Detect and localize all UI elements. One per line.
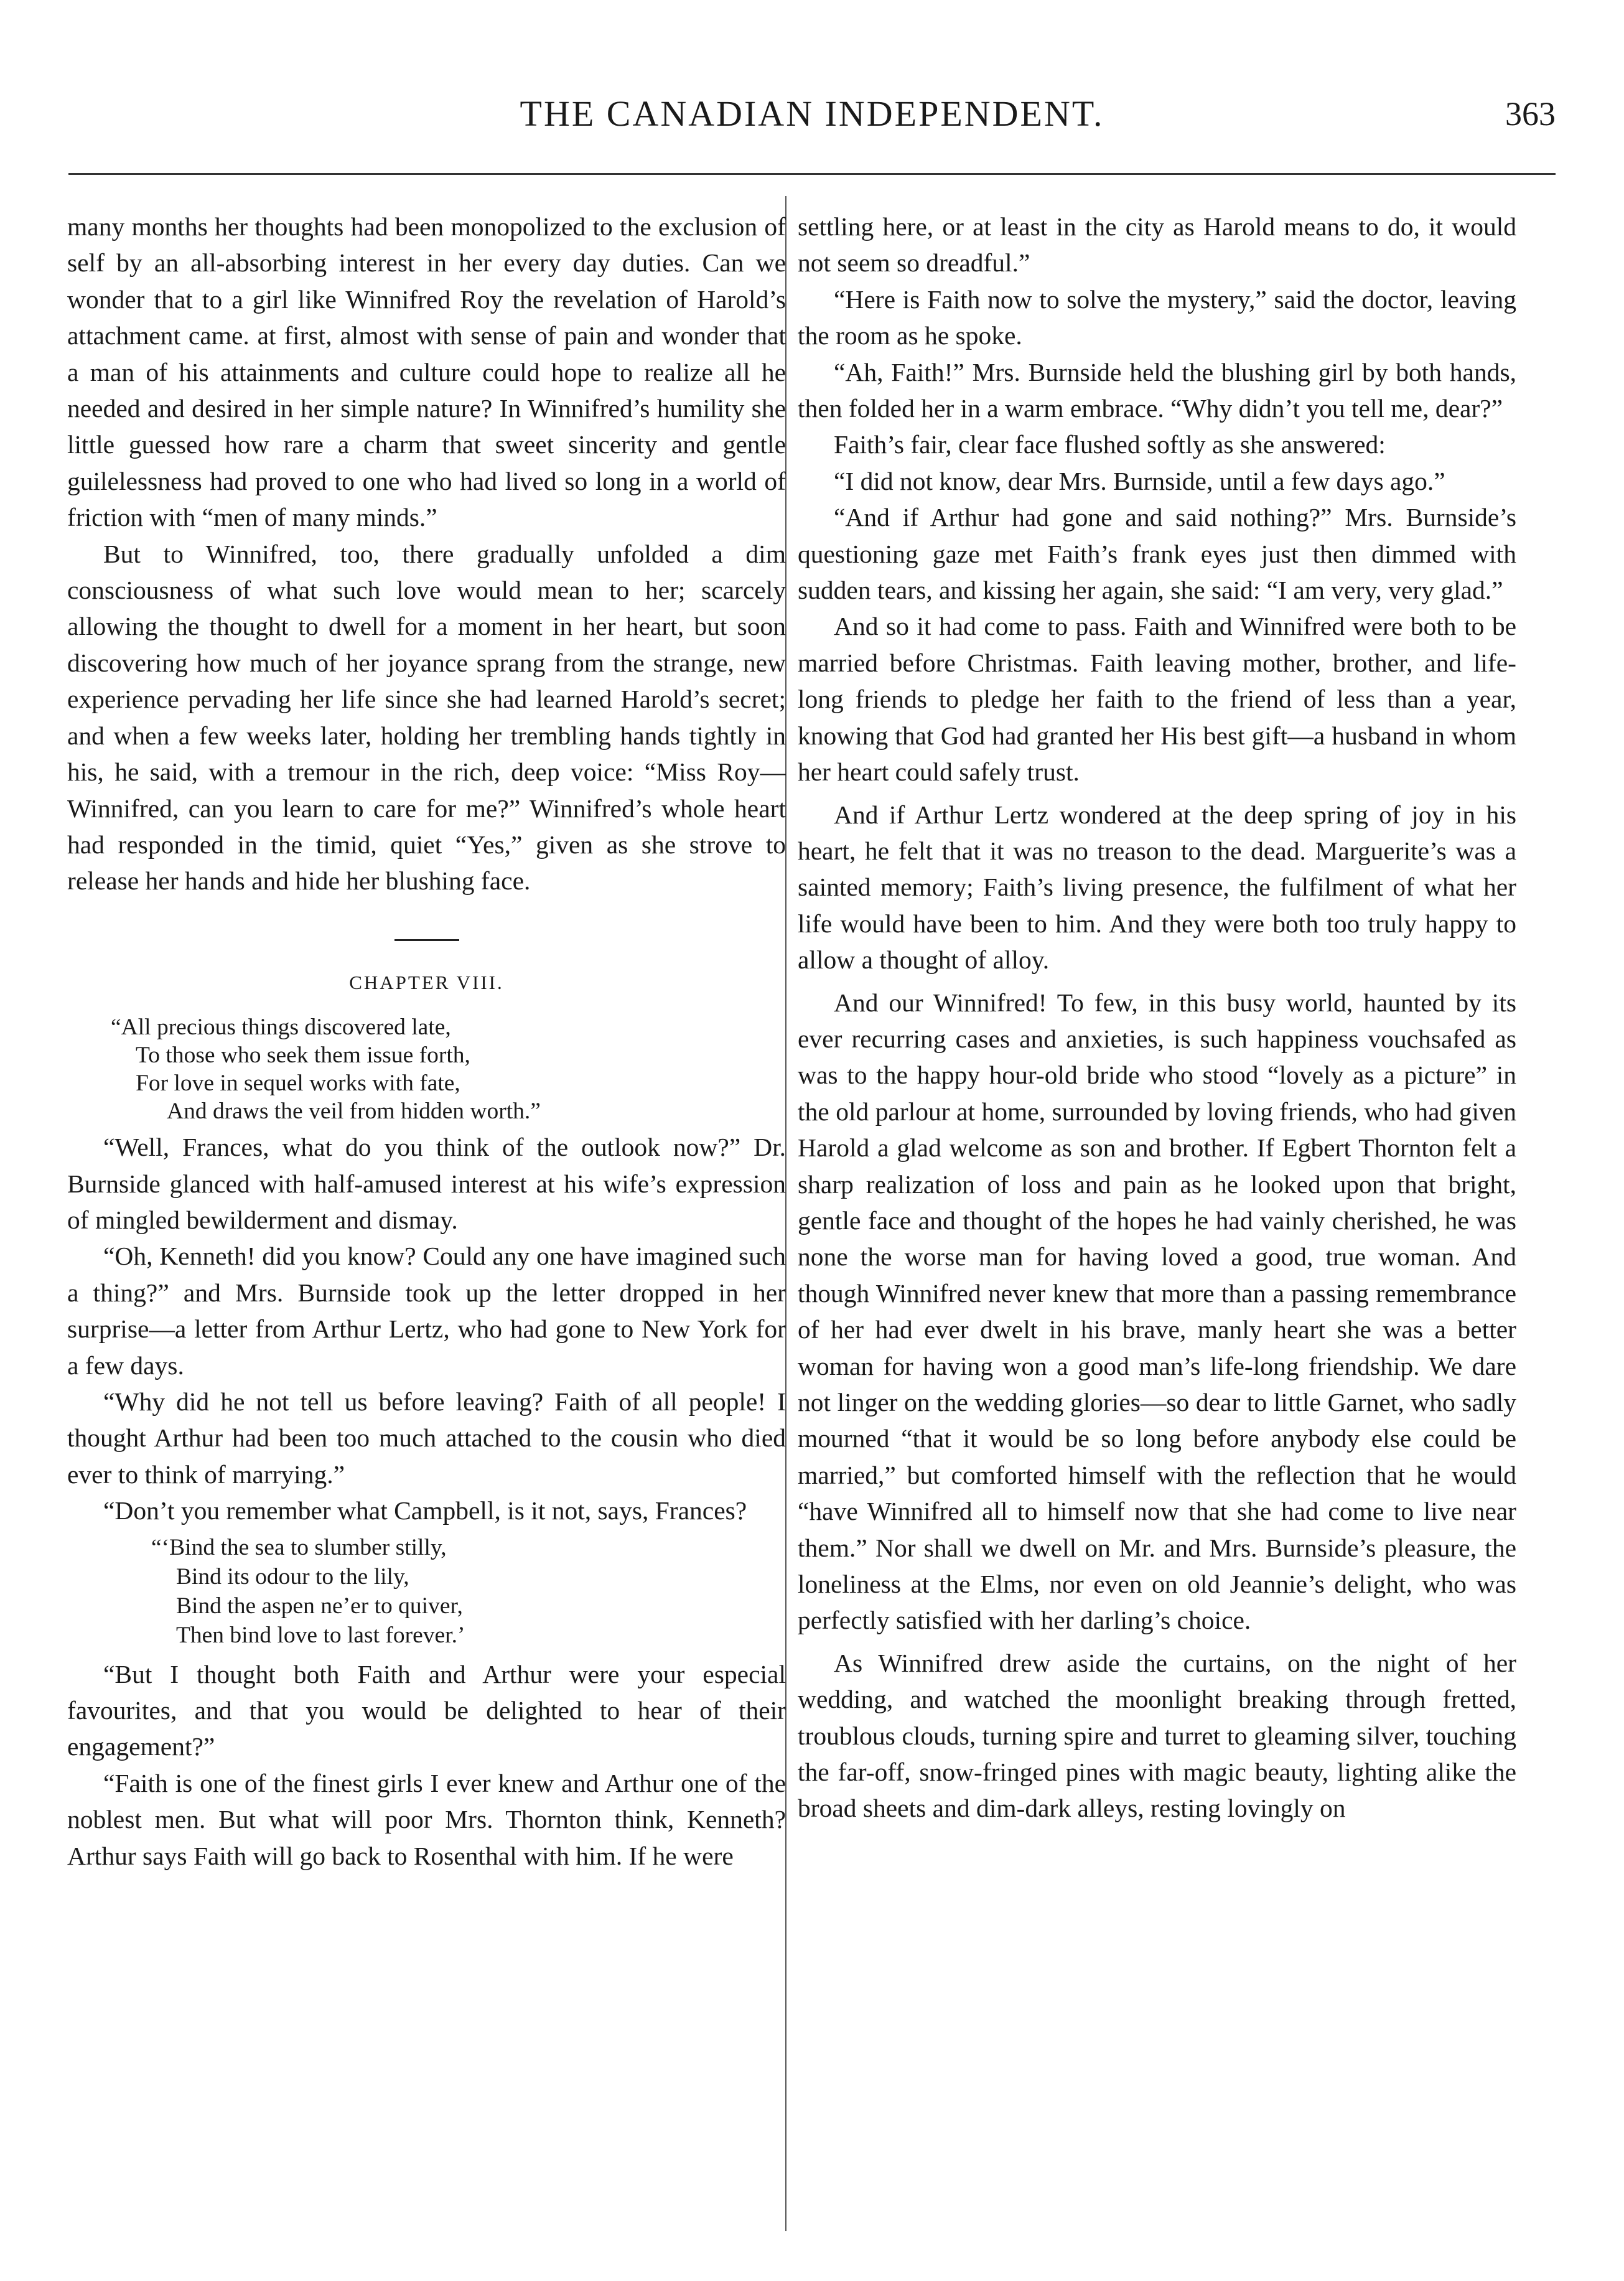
header-rule <box>68 173 1556 175</box>
page-header <box>68 92 1556 148</box>
left-column <box>67 208 786 2225</box>
journal-title: THE CANADIAN INDEPENDENT. <box>520 93 1104 134</box>
paragraph: As Winnifred drew aside the curtains, on the night of her wedding, and watched the moonlight breaking through fretted, troublous clouds, turning spire and turret to gleaming silver, touching the far-off, snow-fringed pines with magic beauty, lighting alike the broad sheets and dim-dark alleys, resting lovingly on <box>798 1648 1516 1823</box>
paragraph: And so it had come to pass. Faith and Winnifred were both to be married before Christmas. Faith leaving mother, brother, and life-long friends to pledge her faith to the friend of less than a year, knowing that God had granted her His best gift—a husband in whom her heart could safely trust. <box>798 612 1516 787</box>
paragraph: “Ah, Faith!” Mrs. Burnside held the blushing girl by both hands, then folded her in a warm embrace. “Why didn’t you tell me, dear?” <box>798 357 1516 423</box>
verse-line: “‘Bind the sea to slumber stilly, <box>151 1534 447 1560</box>
epigraph-line: “All precious things discovered late, <box>111 1014 451 1041</box>
paragraph: “And if Arthur had gone and said nothing?” Mrs. Burnside’s questioning gaze met Faith’s frank eyes just then dimmed with sudden tears, and kissing her again, she said: “I am very, very glad.” <box>798 503 1516 605</box>
paragraph: “Here is Faith now to solve the mystery,” said the doctor, leaving the room as he spoke. <box>798 284 1516 350</box>
paragraph: settling here, or at least in the city as Harold means to do, it would not seem so dreadful.” <box>798 212 1516 278</box>
right-column <box>798 208 1516 2225</box>
epigraph-line: And draws the veil from hidden worth.” <box>167 1098 541 1125</box>
verse-line: Bind its odour to the lily, <box>176 1563 409 1590</box>
paragraph: But to Winnifred, too, there gradually unfolded a dim consciousness of what such love would mean to her; scarcely allowing the thought to dwell for a moment in her heart, but soon discovering how much of her joyance sprang from the strange, new experience pervading her life since she had learned Harold’s secret; and when a few weeks later, holding her trembling hands tightly in his, he said, with a tremour in the rich, deep voice: “Miss Roy—Winnifred, can you learn to care for me?” Winnifred’s whole heart had responded in the timid, quiet “Yes,” given as she strove to release her hands and hide her blushing face. <box>67 539 786 896</box>
paragraph: Faith’s fair, clear face flushed softly as she answered: <box>834 430 1386 459</box>
paragraph: “Well, Frances, what do you think of the outlook now?” Dr. Burnside glanced with half-amused interest at his wife’s expression of mingled bewilderment and dismay. <box>67 1133 786 1234</box>
chapter-heading: CHAPTER VIII. <box>349 971 504 993</box>
paragraph: “Oh, Kenneth! did you know? Could any one have imagined such a thing?” and Mrs. Burnside took up the letter dropped in her surprise—a letter from Arthur Lertz, who had gone to New York for a few days. <box>67 1242 786 1380</box>
epigraph-line: To those who seek them issue forth, <box>136 1042 470 1069</box>
paragraph: And if Arthur Lertz wondered at the deep spring of joy in his heart, he felt that it was no treason to the dead. Marguerite’s was a sainted memory; Faith’s living presence, the fulfilment of what her life would have been to him. And they were both too truly happy to allow a thought of alloy. <box>798 800 1516 975</box>
verse-line: Then bind love to last forever.’ <box>176 1622 465 1648</box>
paragraph: “But I thought both Faith and Arthur were your especial favourites, and that you would be delighted to hear of their engagement?” <box>67 1659 786 1761</box>
epigraph-line: For love in sequel works with fate, <box>136 1070 460 1097</box>
paragraph: “Don’t you remember what Campbell, is it not, says, Frances? <box>103 1496 747 1525</box>
paragraph: “Faith is one of the finest girls I ever knew and Arthur one of the noblest men. But what will poor Mrs. Thornton think, Kenneth? Arthur says Faith will go back to Rosenthal with him. If he were <box>67 1768 786 1870</box>
chapter-divider <box>394 939 459 941</box>
paragraph: “Why did he not tell us before leaving? Faith of all people! I thought Arthur had been too much attached to the cousin who died ever to think of marrying.” <box>67 1387 786 1489</box>
paragraph: “I did not know, dear Mrs. Burnside, until a few days ago.” <box>834 466 1445 495</box>
paragraph: And our Winnifred! To few, in this busy world, haunted by its ever recurring cases and anxieties, is such happiness vouchsafed as was to the happy hour-old bride who stood “lovely as a picture” in the old parlour at home, surrounded by loving friends, who had given Harold a glad welcome as son and brother. If Egbert Thornton felt a sharp realization of loss and pain as he looked upon that bright, gentle face and thought of the hopes he had vainly cherished, he was none the worse man for having loved a good, true woman. And though Winnifred never knew that more than a passing remembrance of her had ever dwelt in his brave, manly heart she was a better woman for having won a good man’s life-long friendship. We dare not linger on the wedding glories—so dear to little Garnet, who sadly mourned “that it would be so long before anybody else could be married,” but comforted himself with the reflection that he would “have Winnifred all to himself now that she had come to live near them.” Nor shall we dwell on Mr. and Mrs. Burnside’s pleasure, the loneliness at the Elms, nor even on old Jeannie’s delight, who was perfectly satisfied with her darling’s choice. <box>798 988 1516 1635</box>
verse-line: Bind the aspen ne’er to quiver, <box>176 1593 463 1619</box>
chapter-epigraph <box>67 1013 786 1125</box>
paragraph: many months her thoughts had been monopolized to the exclusion of self by an all-absorbing interest in her every day duties. Can we wonder that to a girl like Winnifred Roy the revelation of Harold’s attachment came. at first, almost with sense of pain and wonder that a man of his attainments and culture could hope to realize all he needed and desired in her simple nature? In Winnifred’s humility she little guessed how rare a charm that sweet sincerity and gentle guilelessness had proved to one who had lived so long in a world of friction with “men of many minds.” <box>67 212 786 532</box>
quoted-verse <box>67 1533 786 1650</box>
page-number: 363 <box>1505 95 1556 133</box>
